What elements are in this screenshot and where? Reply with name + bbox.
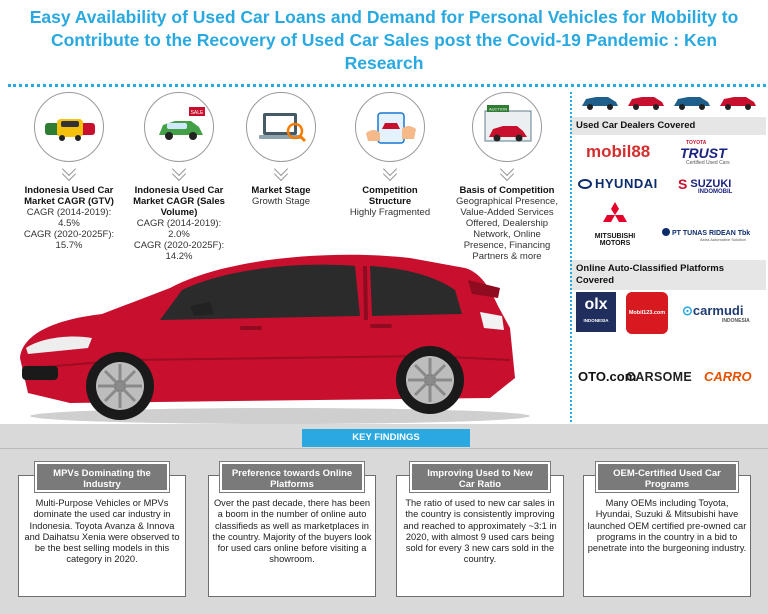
title-divider [8, 84, 766, 87]
mitsubishi-diamonds-icon [600, 202, 630, 228]
finding-card-title: Preference towards Online Platforms [220, 462, 364, 492]
carmudi-country: INDONESIA [722, 318, 750, 324]
metric-title: Market Stage [251, 185, 311, 196]
metric-line: CAGR (2014-2019): [26, 207, 112, 218]
suzuki-logo: S SUZUKI [678, 176, 732, 192]
finding-card-title: MPVs Dominating the Industry [35, 462, 169, 492]
metric-value: Highly Fragmented [349, 207, 431, 218]
metric-market-stage [236, 92, 326, 207]
finding-card-text: Many OEMs including Toyota, Hyundai, Suzuki & Mitsubishi have launched OEM certified pre-owned car programs in the country in a bid to penetrate into the burgeoning industry. [587, 498, 747, 554]
metric-value: 14.2% [165, 251, 193, 262]
car-icon [674, 97, 710, 110]
metric-title: Indonesia Used Car Market CAGR (GTV) [24, 185, 114, 207]
hands-car-icon [355, 92, 425, 162]
trust-logo: TRUST [680, 145, 727, 161]
metric-value: Geographical Presence, Value-Added Services Offered, Dealership Network, Online Presence, Financing Partners & more [456, 196, 558, 262]
mobil88-logo: mobil88 [586, 142, 651, 161]
auction-car-icon [472, 92, 542, 162]
metric-line: CAGR (2020-2025F): [133, 240, 225, 251]
carro-logo: CARRO [704, 369, 752, 384]
auction-sign: AUCTION [489, 106, 507, 112]
finding-card-title: Improving Used to New Car Ratio [410, 462, 550, 492]
car-icon [582, 97, 618, 110]
key-findings-banner: KEY FINDINGS [302, 429, 470, 447]
metric-title: Basis of Competition [459, 185, 555, 196]
red-hatchback-image [10, 228, 570, 428]
metric-value: Growth Stage [251, 196, 311, 207]
metric-line: CAGR (2020-2025F): [23, 229, 115, 240]
sale-car-icon [144, 92, 214, 162]
metric-value: 15.7% [55, 240, 83, 251]
mitsubishi-logo: MITSUBISHI MOTORS [590, 202, 640, 247]
metric-value: 4.5% [58, 218, 80, 229]
olx-logo: olx INDONESIA [576, 292, 616, 332]
panel-divider [570, 92, 572, 422]
oto-logo: OTO.com [578, 369, 637, 384]
metric-title: Indonesia Used Car Market CAGR (Sales Volume) [133, 185, 225, 218]
metric-competition-structure [340, 92, 440, 218]
tunas-ridean-logo: PT TUNAS RIDEAN Tbk [662, 228, 750, 237]
car-icon [720, 97, 756, 110]
dealers-heading: Used Car Dealers Covered [570, 117, 766, 135]
indomobil-logo: INDOMOBIL [698, 189, 733, 195]
hyundai-logo: HYUNDAI [578, 176, 658, 191]
metric-line: CAGR (2014-2019): [136, 218, 222, 229]
laptop-search-icon [246, 92, 316, 162]
finding-card-title: OEM-Certified Used Car Programs [596, 462, 738, 492]
car-icon [628, 97, 664, 110]
mobil123-logo: Mobil123.com [626, 292, 668, 334]
finding-card-text: Over the past decade, there has been a boom in the number of online auto classifieds as well as marketplaces in the country. Majority of the buyers look for used cars online before visiting a showroom. [212, 498, 372, 565]
carmudi-logo: ⊙carmudi [682, 303, 744, 318]
car-icons-row [580, 92, 760, 112]
metric-value: 2.0% [168, 229, 190, 240]
finding-card-text: Multi-Purpose Vehicles or MPVs dominate the used car industry in Indonesia. Toyota Avanza & Innova and Daihatsu Xenia were observed to be the best selling models in this category in 2020. [24, 498, 180, 565]
cars-lineup-icon [34, 92, 104, 162]
sale-tag: SALE [190, 110, 204, 116]
toyota-logo: TOYOTA [686, 140, 707, 146]
page-title: Easy Availability of Used Car Loans and Demand for Personal Vehicles for Mobility to Contribute to the Recovery of Used Car Sales post the Covid-19 Pandemic : Ken Research [29, 7, 739, 73]
carsome-logo: CARSOME [626, 370, 692, 384]
trust-certified-logo: Certified Used Cars [686, 160, 730, 166]
astra-tagline: Astra Automotive Solution [700, 237, 746, 242]
finding-card-text: The ratio of used to new car sales in the country is consistently improving and reached to approximately ~3:1 in 2020, with almost 9 used cars being sold for every 3 new cars sold in the country. [403, 498, 557, 565]
metric-title: Competition Structure [362, 185, 418, 207]
platforms-heading: Online Auto-Classified Platforms Covered [570, 260, 766, 290]
